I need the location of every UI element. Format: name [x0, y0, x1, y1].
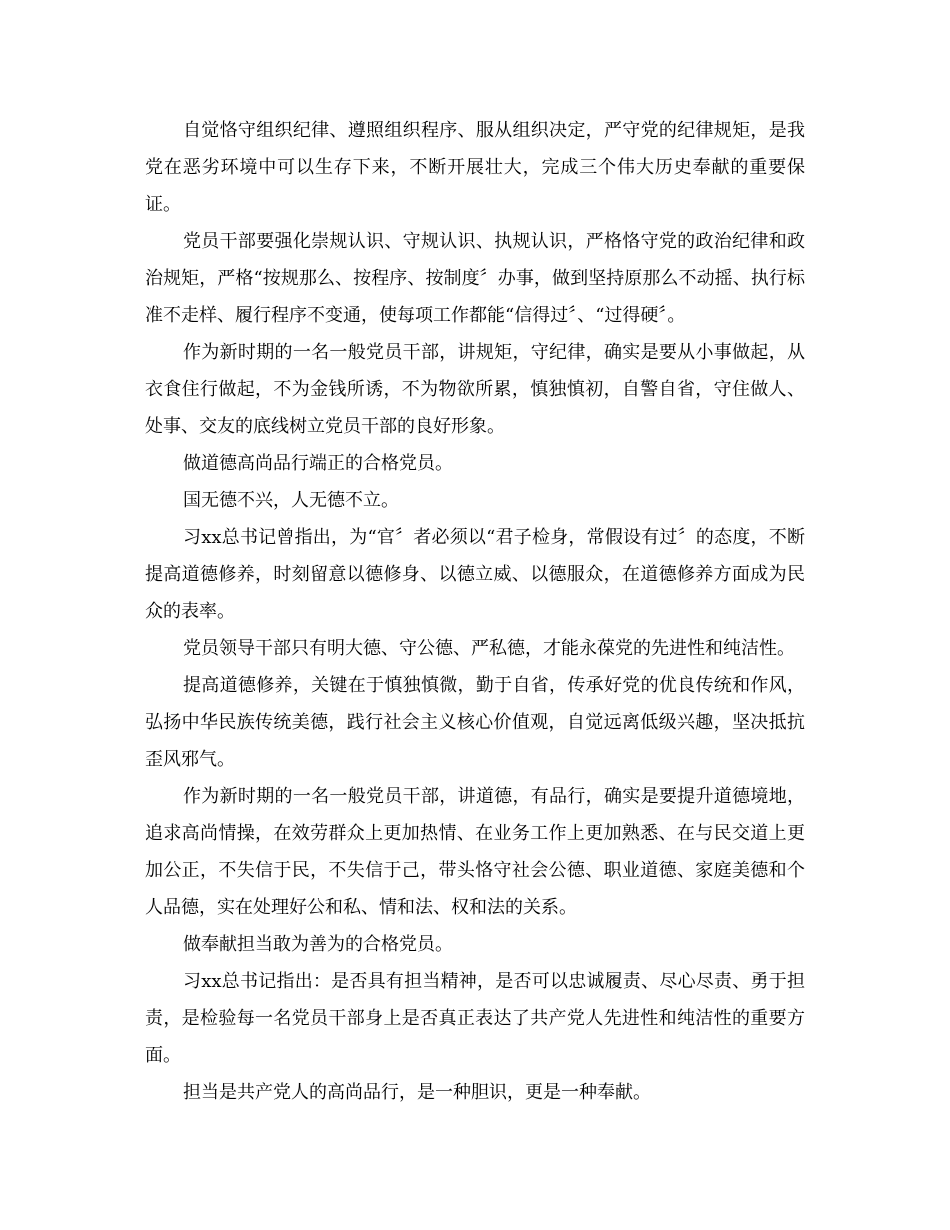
paragraph: 党员干部要强化崇规认识、守规认识、执规认识，严格恪守党的政治纪律和政治规矩，严格“按规那么、按程序、按制度〞办事，做到坚持原那么不动摇、执行标准不走样、履行程序不变通，使每项工作都能“信得过〞、“过得硬〞。 — [145, 231, 805, 326]
paragraph: 习xx总书记指出：是否具有担当精神，是否可以忠诚履责、尽心尽责、勇于担责，是检验每一名党员干部身上是否真正表达了共产党人先进性和纯洁性的重要方面。 — [145, 971, 805, 1066]
paragraph: 作为新时期的一名一般党员干部，讲道德，有品行，确实是要提升道德境地，追求高尚情操，在效劳群众上更加热情、在业务工作上更加熟悉、在与民交道上更加公正，不失信于民，不失信于己，带头恪守社会公德、职业道德、家庭美德和个人品德，实在处理好公和私、情和法、权和法的关系。 — [145, 786, 805, 918]
paragraph: 做道德高尚品行端正的合格党员。 — [183, 453, 453, 474]
paragraph: 党员领导干部只有明大德、守公德、严私德，才能永葆党的先进性和纯洁性。 — [183, 638, 795, 659]
paragraph: 提高道德修养，关键在于慎独慎微，勤于自省，传承好党的优良传统和作风，弘扬中华民族传统美德，践行社会主义核心价值观，自觉远离低级兴趣，坚决抵抗歪风邪气。 — [145, 675, 805, 770]
paragraph: 国无德不兴，人无德不立。 — [183, 490, 399, 511]
document-body — [145, 112, 805, 1111]
paragraph: 作为新时期的一名一般党员干部，讲规矩，守纪律，确实是要从小事做起，从衣食住行做起，不为金钱所诱，不为物欲所累，慎独慎初，自警自省，守住做人、处事、交友的底线树立党员干部的良好形象。 — [145, 342, 805, 437]
paragraph: 自觉恪守组织纪律、遵照组织程序、服从组织决定，严守党的纪律规矩，是我党在恶劣环境中可以生存下来，不断开展壮大，完成三个伟大历史奉献的重要保证。 — [145, 120, 805, 215]
paragraph: 习xx总书记曾指出，为“官〞者必须以“君子检身，常假设有过〞的态度，不断提高道德修养，时刻留意以德修身、以德立威、以德服众，在道德修养方面成为民众的表率。 — [145, 527, 805, 622]
paragraph: 做奉献担当敢为善为的合格党员。 — [183, 934, 453, 955]
paragraph: 担当是共产党人的高尚品行，是一种胆识，更是一种奉献。 — [183, 1082, 651, 1103]
